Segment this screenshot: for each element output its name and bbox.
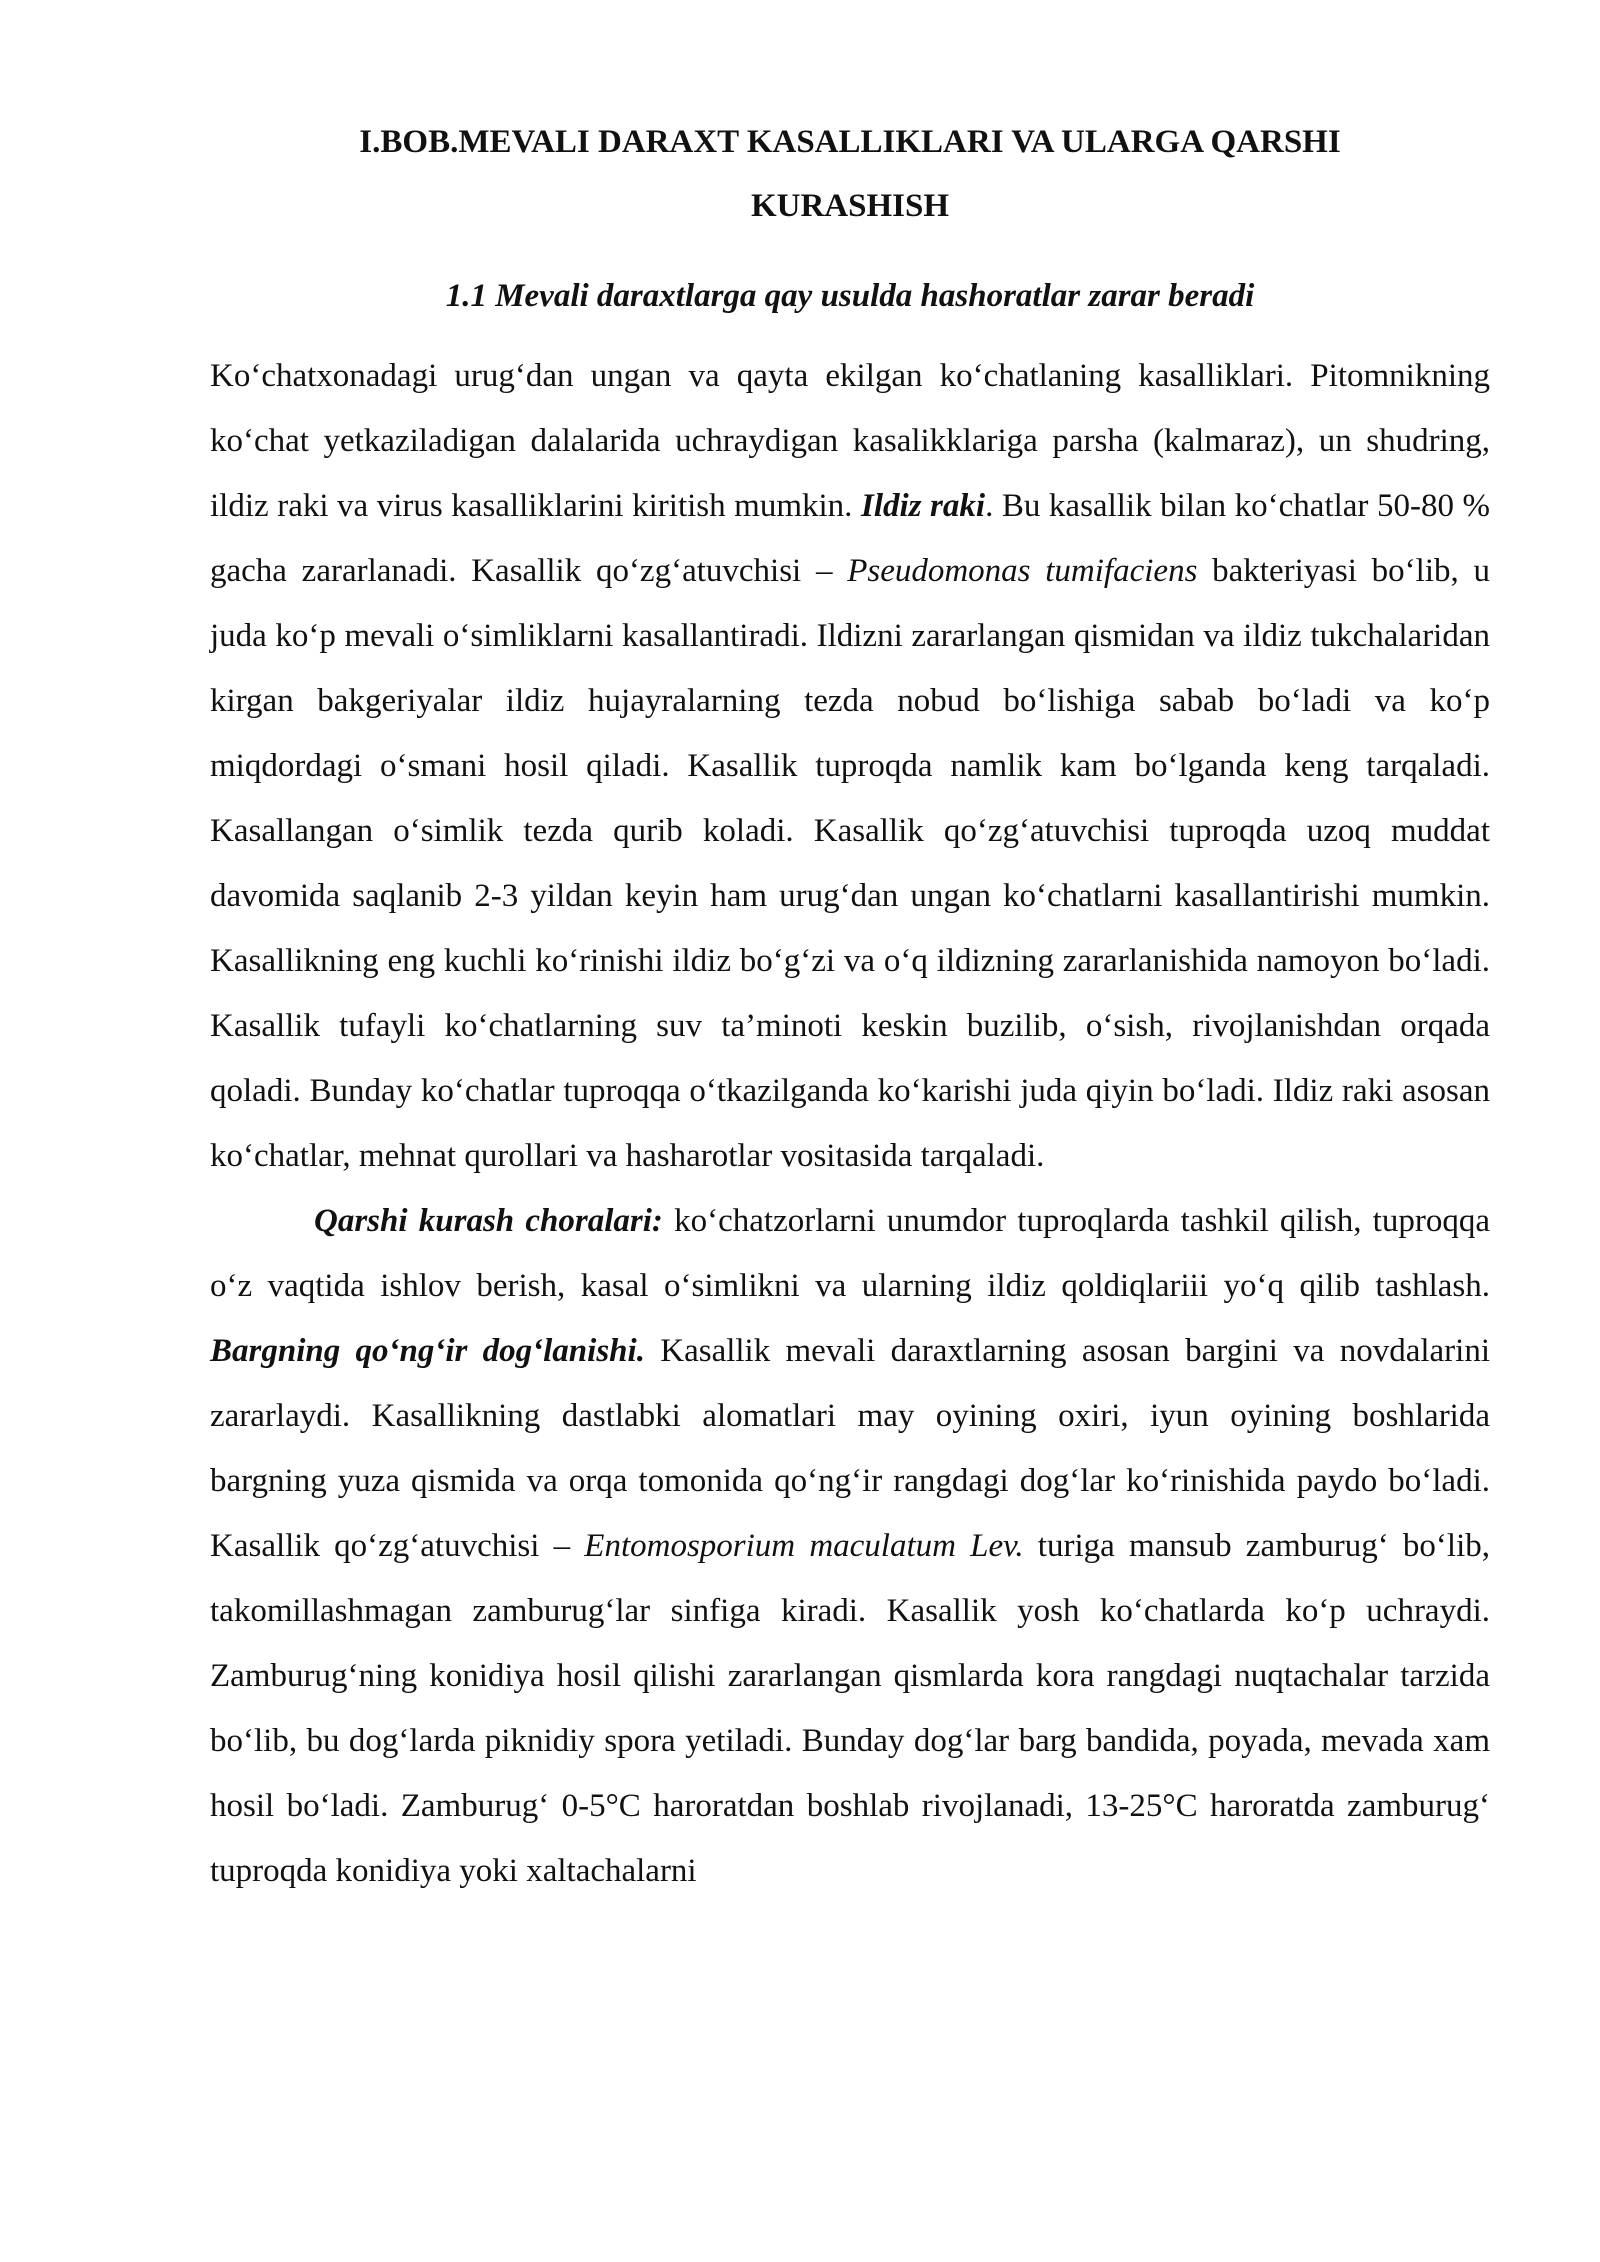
paragraph-text: bakteriyasi bo‘lib, u juda ko‘p mevali o‘simliklarni kasallantiradi. Ildizni zararlangan qismidan va ildiz tukchalaridan kirgan bakgeriyalar ildiz hujayralarning tezda nobud bo‘lishiga sabab bo‘ladi va ko‘p miqdordagi o‘smani hosil qiladi. Kasallik tuproqda namlik kam bo‘lganda keng tarqaladi. Kasallangan o‘simlik tezda qurib koladi. Kasallik qo‘zg‘atuvchisi tuproqda uzoq muddat davomida saqlanib 2-3 yildan keyin ham urug‘dan ungan ko‘chatlarni kasallantirishi mumkin. Kasallikning eng kuchli ko‘rinishi ildiz bo‘g‘zi va o‘q ildizning zararlanishida namoyon bo‘ladi. Kasallik tufayli ko‘chatlarning suv ta’minoti keskin buzilib, o‘sish, rivojlanishdan orqada qoladi. Bunday ko‘chatlar tuproqqa o‘tkazilganda ko‘karishi juda qiyin bo‘ladi. Ildiz raki asosan ko‘chatlar, mehnat qurollari va hasharotlar vositasida tarqaladi. [210,553,1491,1174]
paragraph-text: Kasallik mevali daraxtlarning asosan bargini va novdalarini zararlaydi. Kasallikning dastlabki alomatlari may oyining oxiri, iyun oyining boshlarida bargning yuza qismida va orqa tomonida qo‘ng‘ir rangdagi dog‘lar ko‘rinishida paydo bo‘ladi. Kasallik qo‘zg‘atuvchisi – [210,1333,1490,1564]
paragraph-text: Ko‘chatxonadagi urug‘dan ungan va qayta ekilgan ko‘chatlaning kasalliklari. Pitomnikning ko‘chat yetkaziladigan dalalarida uchraydigan kasalikklariga parsha (kalmaraz), un shudring, ildiz raki va virus kasalliklarini kiritish mumkin. [210,358,1490,524]
term-qarshi-kurash: Qarshi kurash choralari: [314,1203,663,1239]
term-leaf-spot: Bargning qo‘ng‘ir dog‘lanishi. [210,1333,645,1369]
term-ildiz-raki: Ildiz raki [860,488,986,524]
section-title: 1.1 Mevali daraxtlarga qay usulda hashoratlar zarar beradi [445,278,1255,314]
paragraph-text: turiga mansub zamburug‘ bo‘lib, takomillashmagan zamburug‘lar sinfiga kiradi. Kasallik yosh ko‘chatlarda ko‘p uchraydi. Zamburug‘ning konidiya hosil qilishi zararlangan qismlarda kora rangdagi nuqtachalar tarzida bo‘lib, bu dog‘larda piknidiy spora yetiladi. Bunday dog‘lar barg bandida, poyada, mevada xam hosil bo‘ladi. Zamburug‘ 0-5°C haroratdan boshlab rivojlanadi, 13-25°C haroratda zamburug‘ tuproqda konidiya yoki xaltachalarni [210,1528,1490,1889]
paragraph-root-cancer [210,344,1490,1189]
species-name: Entomosporium maculatum Lev. [584,1528,1024,1564]
species-name: Pseudomonas tumifaciens [847,553,1198,589]
paragraph-text: . Bu kasallik bilan ko‘chatlar 50-80 % gacha zararlanadi. Kasallik qo‘zg‘atuvchisi – [210,488,1490,589]
chapter-title-line-2: KURASHISH [750,188,950,224]
chapter-title [210,110,1490,238]
chapter-title-line-1: I.BOB.MEVALI DARAXT KASALLIKLARI VA ULARGA QARSHI [359,124,1341,160]
paragraph-text: ko‘chatzorlarni unumdor tuproqlarda tashkil qilish, tuproqqa o‘z vaqtida ishlov berish, kasal o‘simlikni va ularning ildiz qoldiqlariii yo‘q qilib tashlash. [210,1203,1490,1304]
paragraph-control-measures [210,1189,1490,1904]
page-content [210,110,1490,1904]
